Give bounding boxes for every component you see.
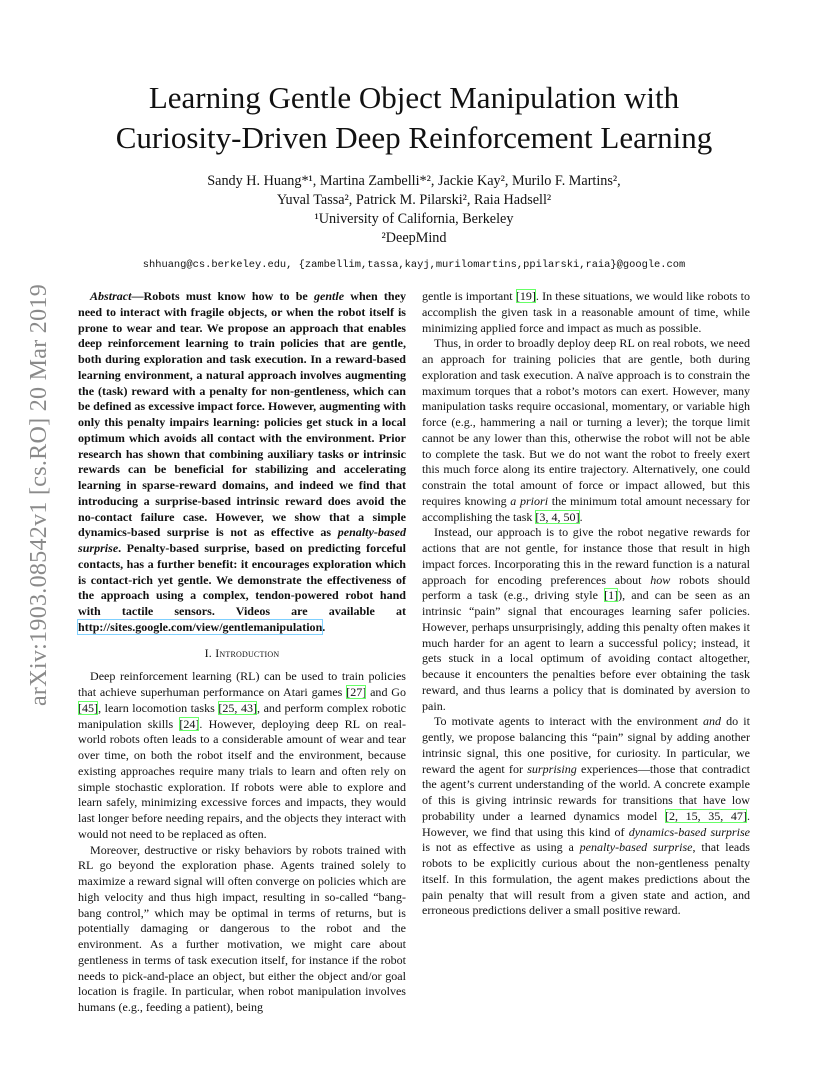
text-run: Instead, our approach is to give the robot negative rewards for actions that are not gentle, for instance those that result in high impact forces. Incorporating this in the reward function is a natural approach for encoding preferences about: [422, 525, 750, 587]
text-run: Deep reinforcement learning (RL) can be used to train policies that achieve superhuman performance on Atari games: [78, 669, 406, 699]
citation-link[interactable]: [1]: [604, 588, 619, 603]
title-line-2: Curiosity-Driven Deep Reinforcement Learning: [115, 120, 713, 155]
citation-link[interactable]: [27]: [346, 685, 367, 699]
abstract: [78, 289, 406, 636]
citation-link[interactable]: [19]: [515, 289, 536, 303]
citation-link[interactable]: [2, 15, 35, 47]: [664, 808, 747, 823]
abstract-text-3: . Penalty-based surprise, based on predicting forceful contacts, has a further benefit: it encourages exploration which is contact-rich yet gentle. We demonstrate the effectiveness of the approach using a complex, tendon-powered robot hand with tactile sensors. Videos are available at: [78, 541, 406, 618]
text-run: Thus, in order to broadly deploy deep RL on real robots, we need an approach for training policies that are gentle, both during exploration and task execution. A naïve approach is to constrain the maximum torques that a robot’s motors can exert. However, many manipulation tasks require occasional, momentary, or variable high force (e.g., hammering a nail or turning a lever); the torque limit cannot be any lower than this, otherwise the robot will not be able to complete the task. But we do not want the robot to freely exert this much force along its entire trajectory. Alternatively, one could constrain the total amount of force or impact allowed, but this requires knowing: [422, 336, 750, 508]
section-heading-introduction: I. Introduction: [204, 645, 280, 660]
authors-line-1: Sandy H. Huang*¹, Martina Zambelli*², Jackie Kay², Murilo F. Martins²,: [207, 173, 621, 189]
abstract-em-gentle: gentle: [313, 289, 345, 303]
text-run: and Go: [366, 685, 407, 699]
intro-paragraph-1: [78, 669, 406, 842]
text-run: , and perform complex robotic manipulation skills: [78, 700, 407, 731]
italic-run: penalty-based surprise: [579, 840, 693, 855]
paper-title: [0, 78, 828, 158]
citation-link[interactable]: [24]: [179, 716, 200, 731]
intro-paragraph-5: [422, 714, 750, 919]
intro-paragraph-4: [422, 525, 750, 714]
text-run: . However, deploying deep RL on real-world robots often leads to a considerable amount of wear and tear over time, on both the robot itself and the environment, because existing approaches require many trials to learn and often rely on simple stochastic exploration. If robots were able to explore and learn safely, minimizing excessive forces and impacts, they would last longer before needing repairs, and the objects they interact with would not need to be replaced as often.: [78, 716, 406, 841]
intro-paragraph-2-cont: [422, 289, 750, 336]
text-run: . In these situations, we would like robots to accomplish the given task in a reasonable amount of time, while minimizing applied force and impact as much as possible.: [422, 289, 750, 335]
videos-link[interactable]: http://sites.google.com/view/gentlemanipulation: [78, 619, 323, 634]
text-run: To motivate agents to interact with the environment: [434, 714, 703, 729]
intro-paragraph-3: [422, 336, 750, 525]
text-run: , that leads robots to be explicitly curious about the non-gentleness penalty itself. In this formulation, the agent makes predictions about the pain penalty that will result from a given state and action, and erroneous predictions deliver a small positive reward.: [422, 840, 750, 918]
italic-run: surprising: [527, 761, 577, 776]
abstract-text-1: —Robots must know how to be: [131, 289, 314, 303]
citation-link[interactable]: [25, 43]: [218, 700, 258, 715]
citation-link[interactable]: [3, 4, 50]: [535, 509, 580, 524]
abstract-text-2: when they need to interact with fragile objects, or when the robot itself is prone to wear and tear. We propose an approach that enables deep reinforcement learning to train policies that are gentle, both during exploration and task execution. In a reward-based learning environment, a natural approach involves augmenting the (task) reward with a penalty for non-gentleness, which can be defined as excessive impact force. However, augmenting with only this penalty impairs learning: policies get stuck in a local optimum which avoids all contact with the environment. Prior research has shown that combining auxiliary tasks or intrinsic rewards can be beneficial for stabilizing and accelerating learning in sparse-reward domains, and indeed we find that introducing a surprise-based intrinsic reward does avoid the no-contact failure case. However, we show that a simple dynamics-based surprise is not as effective as: [78, 289, 407, 540]
title-line-1: Learning Gentle Object Manipulation with: [148, 80, 680, 115]
italic-run: a priori: [510, 493, 549, 508]
intro-paragraph-2: Moreover, destructive or risky behaviors by robots trained with RL go beyond the exploration phase. Agents trained solely to maximize a reward signal will often converge on policies which are high velocity and thus high impact, resulting in so-called “bang-bang control,” which may be optimal in terms of returns, but is potentially damaging or dangerous to the robot and the environment. As a further motivation, we might care about gentleness in terms of task execution itself, for instance if the robot needs to pick-and-place an object, but either the object and/or goal location is fragile. In particular, when robot manipulation involves humans (e.g., feeding a patient), being: [78, 842, 406, 1014]
text-run: the minimum total amount necessary for accomplishing the task: [422, 493, 750, 524]
abstract-em-penalty: penalty-based surprise: [78, 525, 406, 555]
authors-line-2: Yuval Tassa², Patrick M. Pilarski², Raia Hadsell²: [276, 192, 552, 208]
text-run: .: [579, 509, 583, 524]
abstract-lead: Abstract: [90, 289, 132, 303]
text-run: , learn locomotion tasks: [98, 700, 219, 715]
italic-run: how: [650, 572, 671, 587]
text-run: gentle is important: [422, 289, 516, 303]
right-column: [422, 289, 750, 919]
arxiv-stamp: arXiv:1903.08542v1 [cs.RO] 20 Mar 2019: [26, 284, 52, 707]
abstract-text-4: .: [322, 619, 326, 634]
citation-link[interactable]: [45]: [78, 700, 99, 715]
italic-run: dynamics-based surprise: [628, 824, 750, 839]
left-column: [78, 289, 406, 1016]
text-run: robots should perform a task (e.g., driving style: [422, 572, 750, 603]
italic-run: and: [702, 714, 722, 729]
text-run: do it gently, we propose balancing this “pain” signal by adding another intrinsic signal, this one positive, for curiosity. In particular, we reward the agent for: [422, 714, 750, 776]
text-run: experiences—those that contradict the agent’s current understanding of the world. A concrete example of this is giving intrinsic rewards for transitions that have low probability under a learned dynamics model: [422, 761, 751, 823]
text-run: is not as effective as using a: [422, 840, 580, 855]
affiliation-1: ¹University of California, Berkeley: [314, 211, 514, 227]
affiliation-2: ²DeepMind: [381, 230, 447, 246]
author-block: [0, 172, 828, 248]
author-emails: shhuang@cs.berkeley.edu, {zambellim,tassa,kayj,murilomartins,ppilarski,raia}@google.com: [142, 259, 686, 271]
text-run: . However, we find that using this kind of: [422, 808, 750, 839]
text-run: ), and can be seen as an intrinsic “pain” signal that encourages learning safer policies. However, perhaps unsurprisingly, adding this penalty often makes it much harder for an agent to learn a successful policy; instead, it gets stuck in a local optimum of avoiding contact altogether, because it encounters the penalties before ever obtaining the task reward, and thus learns a policy that is dominated by aversion to pain.: [422, 588, 750, 713]
